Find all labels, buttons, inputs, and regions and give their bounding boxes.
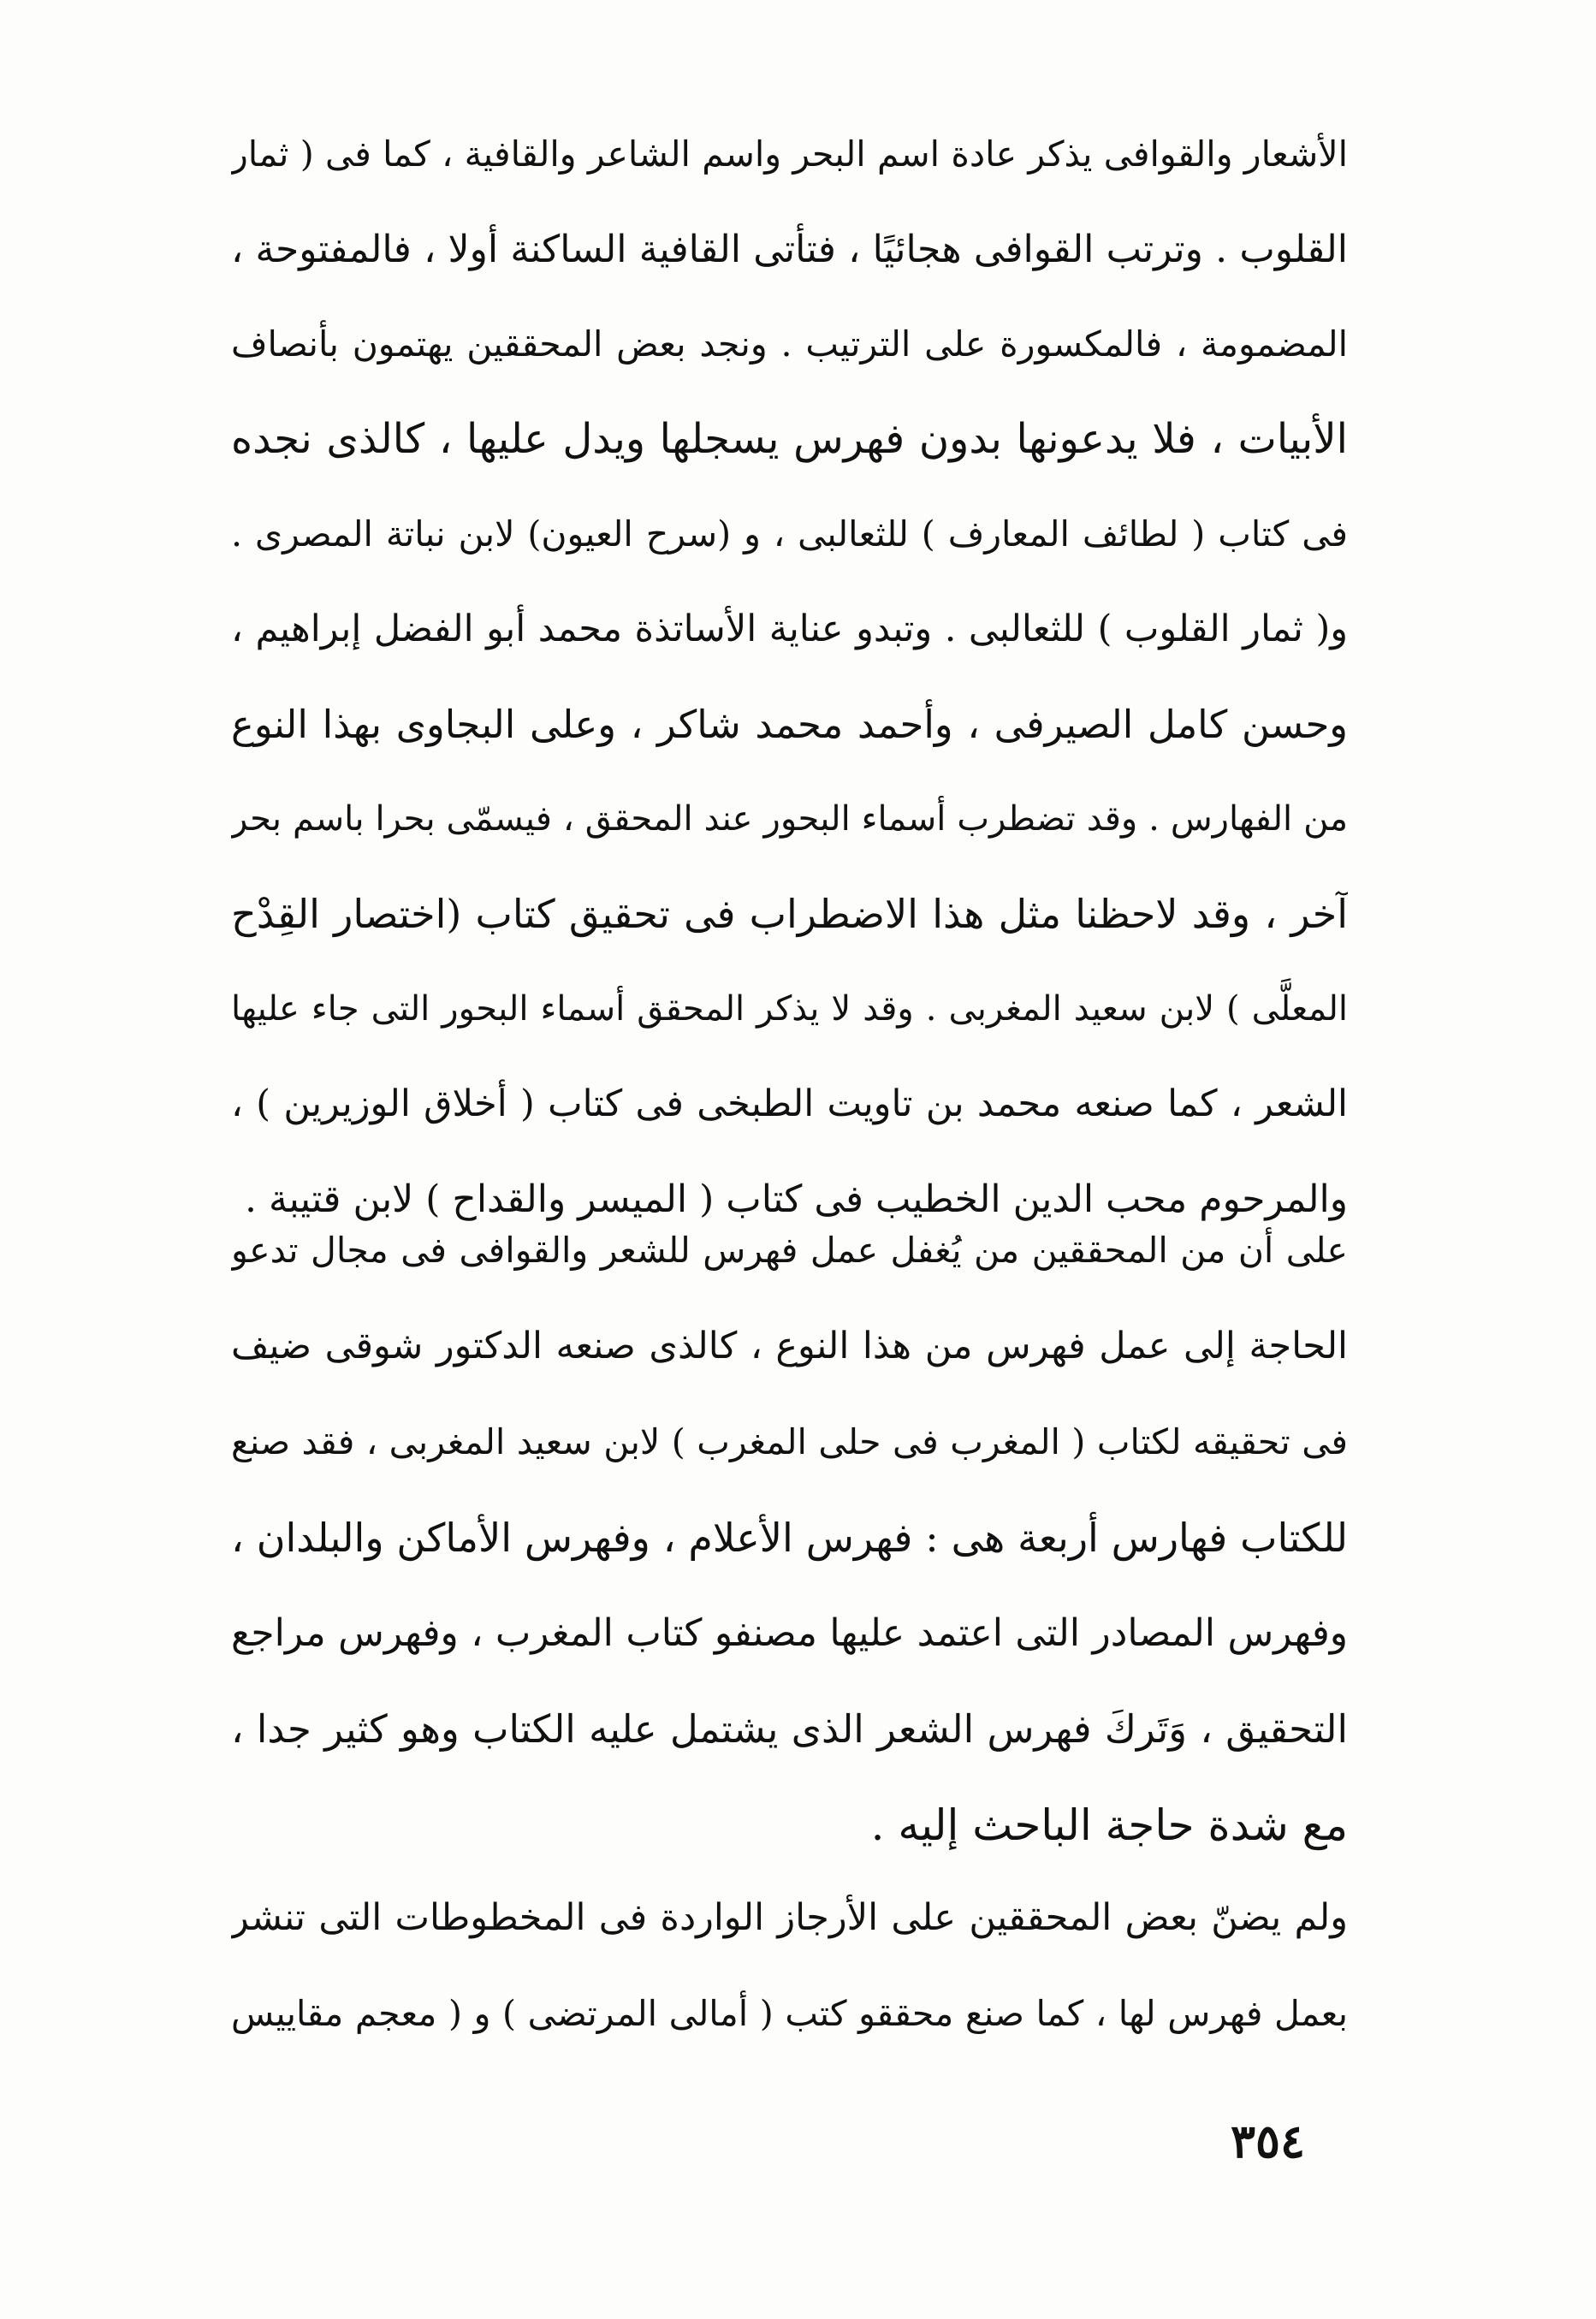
text-line: ولم يضنّ بعض المحققين على الأرجاز الواردة فى المخطوطات التى تنشر — [231, 1896, 1348, 1939]
text-line: فى تحقيقه لكتاب ( المغرب فى حلى المغرب ) لابن سعيد المغربى ، فقد صنع — [231, 1421, 1348, 1462]
text-line: المعلَّى ) لابن سعيد المغربى . وقد لا يذكر المحقق أسماء البحور التى جاء عليها — [231, 989, 1348, 1029]
page-number: ٣٥٤ — [1230, 2114, 1305, 2168]
text-line: الأبيات ، فلا يدعونها بدون فهرس يسجلها ويدل عليها ، كالذى نجده — [231, 415, 1348, 463]
text-line: القلوب . وترتب القوافى هجائيًا ، فتأتى القافية الساكنة أولا ، فالمفتوحة ، — [231, 228, 1348, 271]
text-line: الحاجة إلى عمل فهرس من هذا النوع ، كالذى صنعه الدكتور شوقى ضيف — [231, 1325, 1348, 1367]
text-line: آخر ، وقد لاحظنا مثل هذا الاضطراب فى تحقيق كتاب (اختصار القِدْح — [231, 891, 1348, 937]
text-line: الشعر ، كما صنعه محمد بن تاويت الطبخى فى كتاب ( أخلاق الوزيرين ) ، — [231, 1082, 1348, 1125]
text-line: بعمل فهرس لها ، كما صنع محققو كتب ( أمالى المرتضى ) و ( معجم مقاييس — [231, 1993, 1348, 2034]
text-line: والمرحوم محب الدين الخطيب فى كتاب ( الميسر والقداح ) لابن قتيبة . — [245, 1177, 1348, 1221]
paragraph-1 — [231, 107, 1348, 1247]
text-line: و( ثمار القلوب ) للثعالبى . وتبدو عناية الأساتذة محمد أبو الفضل إبراهيم ، — [231, 608, 1348, 650]
text-line: وفهرس المصادر التى اعتمد عليها مصنفو كتاب المغرب ، وفهرس مراجع — [231, 1611, 1348, 1655]
text-line: على أن من المحققين من يُغفل عمل فهرس للشعر والقوافى فى مجال تدعو — [231, 1230, 1348, 1271]
text-line: وحسن كامل الصيرفى ، وأحمد محمد شاكر ، وعلى البجاوى بهذا النوع — [231, 702, 1348, 747]
text-line: من الفهارس . وقد تضطرب أسماء البحور عند المحقق ، فيسمّى بحرا باسم بحر — [231, 799, 1348, 839]
text-line: المضمومة ، فالمكسورة على الترتيب . ونجد بعض المحققين يهتمون بأنصاف — [231, 323, 1348, 365]
text-line: للكتاب فهارس أربعة هى : فهرس الأعلام ، وفهرس الأماكن والبلدان ، — [231, 1515, 1348, 1561]
text-line: التحقيق ، وَتَركَ فهرس الشعر الذى يشتمل عليه الكتاب وهو كثير جدا ، — [231, 1706, 1348, 1752]
text-line: فى كتاب ( لطائف المعارف ) للثعالبى ، و (سرح العيون) لابن نباتة المصرى . — [231, 513, 1348, 555]
text-line: مع شدة حاجة الباحث إليه . — [870, 1800, 1348, 1850]
paragraph-3 — [231, 1870, 1348, 2061]
text-line: الأشعار والقوافى يذكر عادة اسم البحر واسم الشاعر والقافية ، كما فى ( ثمار — [231, 133, 1348, 175]
paragraph-2 — [231, 1202, 1348, 1873]
